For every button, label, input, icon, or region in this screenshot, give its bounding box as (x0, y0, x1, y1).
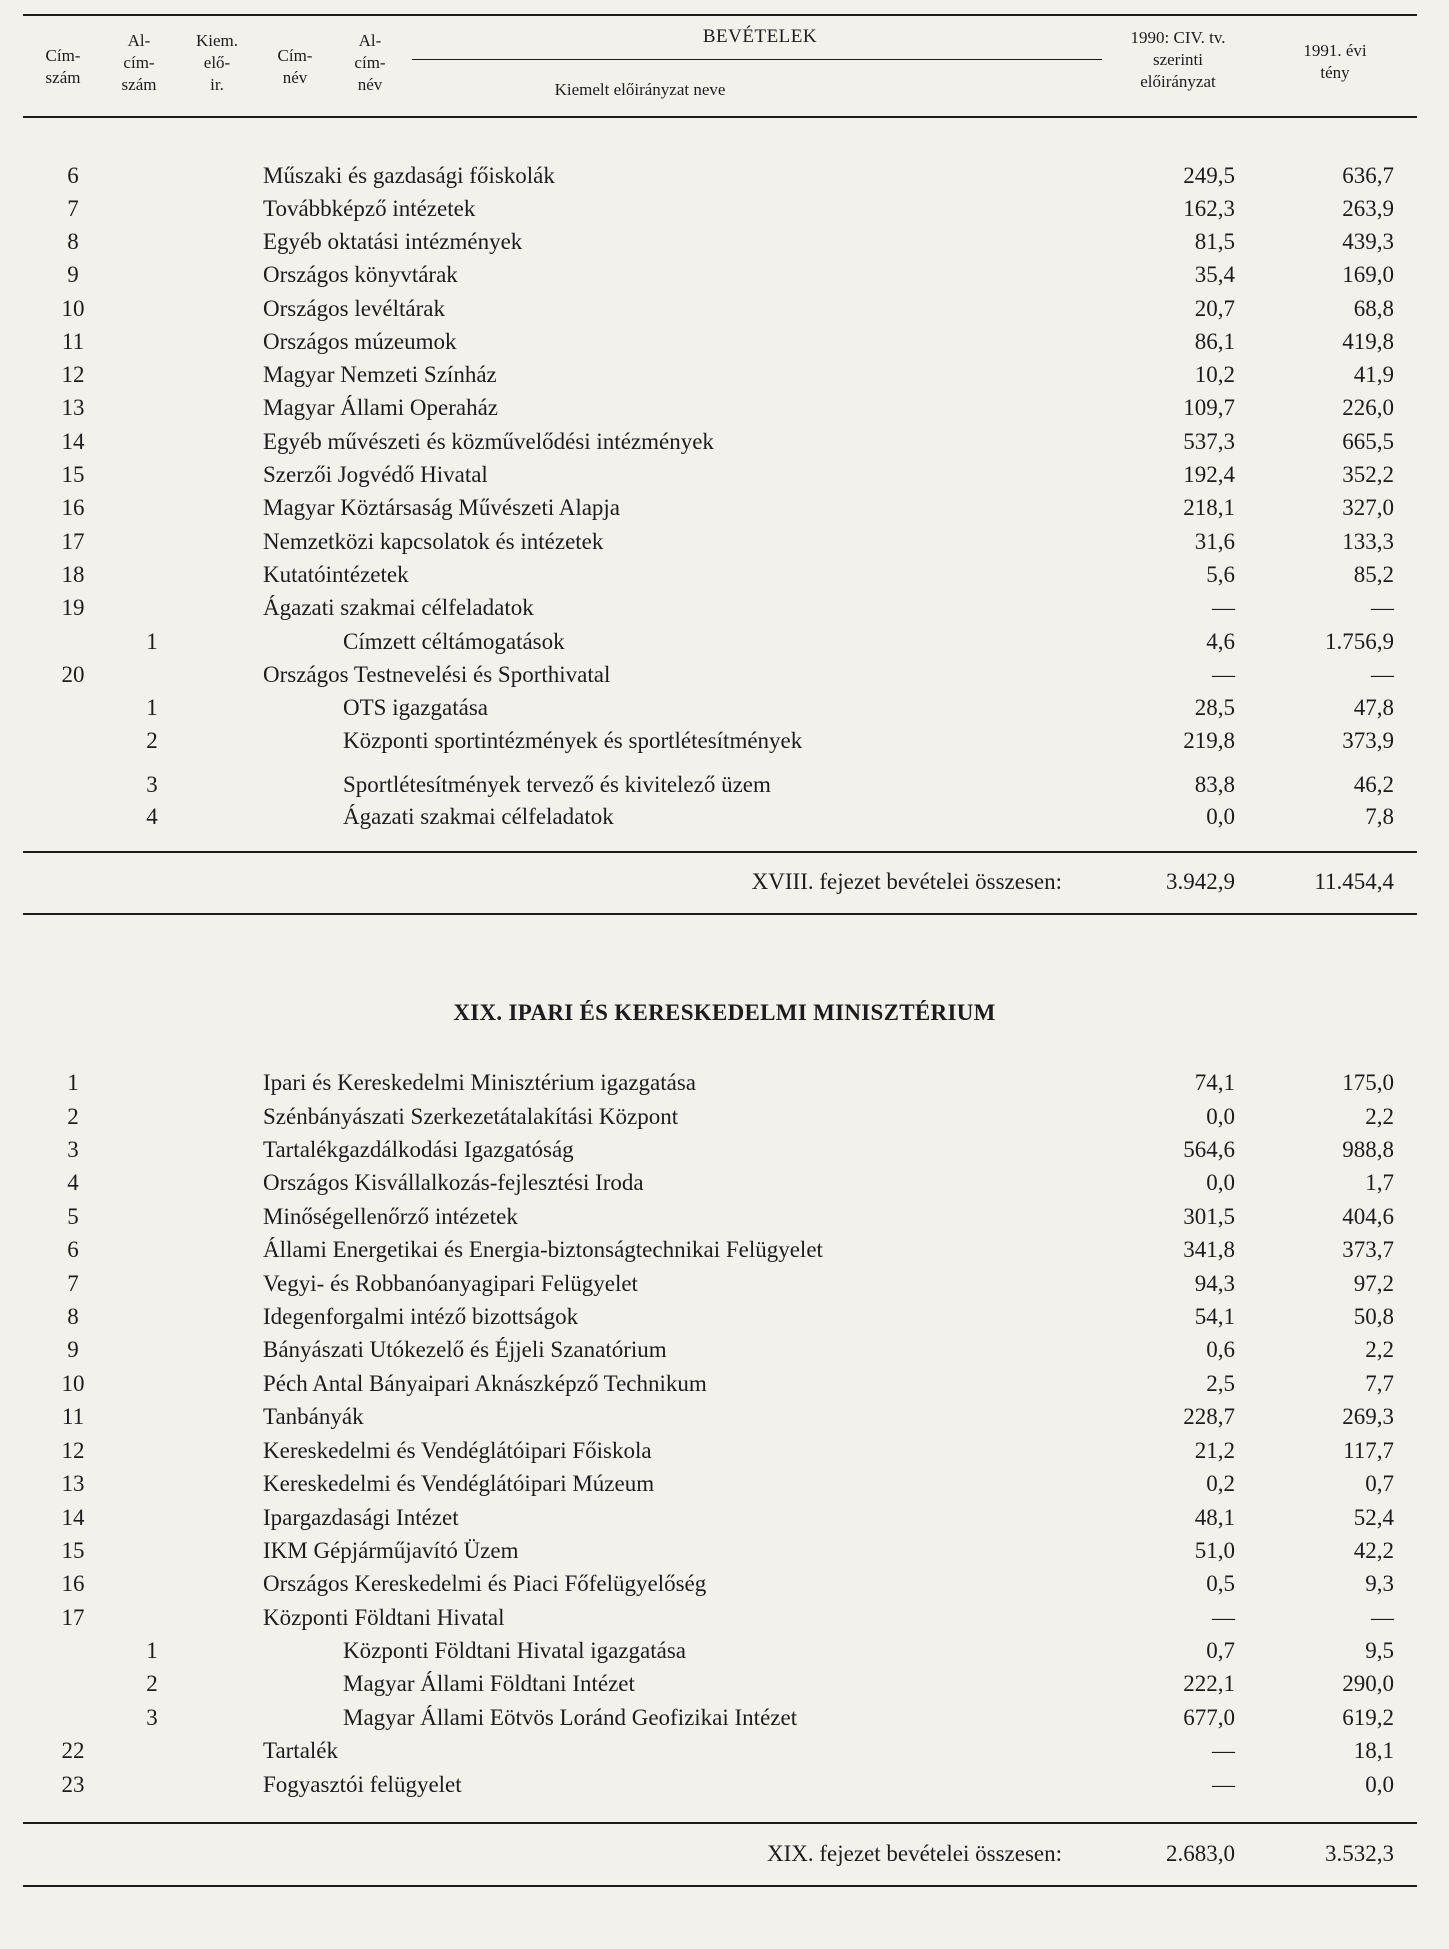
item-name: OTS igazgatása (343, 695, 488, 720)
item-name: Címzett céltámogatások (343, 629, 565, 654)
table-row (0, 591, 1449, 624)
section2-total-1991: 3.532,3 (1325, 1841, 1394, 1866)
item-name: Vegyi- és Robbanóanyagipari Felügyelet (263, 1271, 638, 1296)
value-1991: 46,2 (1353, 772, 1394, 797)
item-name: Központi Földtani Hivatal igazgatása (343, 1638, 686, 1663)
table-row (0, 1601, 1449, 1634)
section1-total-label: XVIII. fejezet bevételei összesen: (751, 869, 1062, 894)
item-name: Kereskedelmi és Vendéglátóipari Múzeum (263, 1471, 655, 1496)
value-1991: — (1371, 1605, 1394, 1630)
table-row (0, 458, 1449, 491)
cim-number: 3 (67, 1137, 79, 1162)
value-1990: 35,4 (1194, 262, 1235, 287)
alcim-number: 1 (146, 695, 158, 720)
item-name: Nemzetközi kapcsolatok és intézetek (263, 529, 604, 554)
value-1991: 85,2 (1353, 562, 1394, 587)
value-1990: 5,6 (1206, 562, 1235, 587)
table-row (0, 800, 1449, 833)
cim-number: 14 (61, 1505, 85, 1530)
value-1991: 169,0 (1342, 262, 1394, 287)
value-1990: 219,8 (1183, 728, 1235, 753)
cim-number: 10 (61, 296, 85, 321)
alcim-number: 1 (146, 629, 158, 654)
item-name: Országos könyvtárak (263, 262, 458, 287)
value-1991: 419,8 (1342, 329, 1394, 354)
section1-total-top-rule (23, 851, 1417, 853)
value-1990: 0,5 (1206, 1571, 1235, 1596)
item-name: Péch Antal Bányaipari Aknászképző Technikum (263, 1371, 707, 1396)
value-1990: 218,1 (1183, 495, 1235, 520)
cim-number: 15 (61, 1538, 85, 1563)
section1-total-bottom-rule (23, 913, 1417, 915)
item-name: Bányászati Utókezelő és Éjjeli Szanatórium (263, 1337, 667, 1362)
value-1990: 0,6 (1206, 1337, 1235, 1362)
value-1991: 9,5 (1365, 1638, 1394, 1663)
value-1991: 68,8 (1353, 296, 1394, 321)
value-1991: 1.756,9 (1325, 629, 1394, 654)
item-name: Ágazati szakmai célfeladatok (343, 804, 614, 829)
value-1990: 10,2 (1194, 362, 1235, 387)
header-kiemelt-nev: Kiemelt előirányzat neve (554, 80, 726, 99)
item-name: Tanbányák (263, 1404, 364, 1429)
table-row (0, 1133, 1449, 1166)
cim-number: 6 (67, 163, 79, 188)
value-1991: 117,7 (1343, 1438, 1394, 1463)
table-row (0, 1534, 1449, 1567)
table-row (0, 1400, 1449, 1433)
table-row (0, 1667, 1449, 1700)
value-1990: 0,0 (1206, 804, 1235, 829)
alcim-number: 2 (146, 728, 158, 753)
item-name: Országos Kisvállalkozás-fejlesztési Iroda (263, 1170, 644, 1195)
value-1990: 31,6 (1194, 529, 1235, 554)
value-1991: 50,8 (1353, 1304, 1394, 1329)
item-name: Országos Testnevelési és Sporthivatal (263, 662, 611, 687)
cim-number: 7 (67, 196, 79, 221)
value-1991: — (1371, 662, 1394, 687)
item-name: Kereskedelmi és Vendéglátóipari Főiskola (263, 1438, 652, 1463)
value-1990: 301,5 (1183, 1204, 1235, 1229)
table-row (0, 1367, 1449, 1400)
cim-number: 9 (67, 1337, 79, 1362)
header-1990: 1990: CIV. tv. szerinti előirányzat (1130, 28, 1226, 91)
cim-number: 4 (67, 1170, 79, 1195)
value-1990: 94,3 (1194, 1271, 1235, 1296)
header-cim-nev: Cím- név (277, 46, 313, 87)
header-al-cim-nev: Al- cím- név (354, 31, 386, 94)
table-row (0, 558, 1449, 591)
section2-total-label: XIX. fejezet bevételei összesen: (766, 1841, 1062, 1866)
table-row (0, 1467, 1449, 1500)
cim-number: 23 (61, 1772, 85, 1797)
cim-number: 16 (61, 1571, 85, 1596)
value-1990: 162,3 (1183, 196, 1235, 221)
alcim-number: 4 (146, 804, 158, 829)
value-1990: — (1212, 595, 1235, 620)
value-1991: 269,3 (1342, 1404, 1394, 1429)
cim-number: 18 (61, 562, 85, 587)
value-1990: 341,8 (1183, 1237, 1235, 1262)
header-cim-szam: Cím- szám (45, 46, 81, 87)
value-1990: 192,4 (1183, 462, 1235, 487)
item-name: Tartalék (263, 1738, 339, 1763)
table-row (0, 1200, 1449, 1233)
header-top-rule (23, 14, 1417, 16)
item-name: Országos levéltárak (263, 296, 446, 321)
item-name: Ipargazdasági Intézet (263, 1505, 459, 1530)
section2-total-top-rule (23, 1822, 1417, 1824)
value-1991: 327,0 (1342, 495, 1394, 520)
table-row (0, 525, 1449, 558)
alcim-number: 2 (146, 1671, 158, 1696)
cim-number: 15 (61, 462, 85, 487)
table-row (0, 391, 1449, 424)
cim-number: 1 (67, 1070, 79, 1095)
value-1990: 0,7 (1206, 1638, 1235, 1663)
item-name: Egyéb művészeti és közművelődési intézmények (263, 429, 714, 454)
table-row (0, 1701, 1449, 1734)
value-1991: 636,7 (1342, 163, 1394, 188)
header-sub-rule (412, 59, 1102, 60)
item-name: Tartalékgazdálkodási Igazgatóság (263, 1137, 574, 1162)
header-1991: 1991. évi tény (1303, 41, 1367, 82)
item-name: Központi Földtani Hivatal (263, 1605, 505, 1630)
table-row (0, 192, 1449, 225)
cim-number: 19 (61, 595, 85, 620)
value-1990: — (1212, 1738, 1235, 1763)
table-row (0, 658, 1449, 691)
item-name: Magyar Állami Eötvös Loránd Geofizikai Intézet (343, 1705, 798, 1730)
value-1990: 20,7 (1194, 296, 1235, 321)
value-1990: 4,6 (1206, 629, 1235, 654)
item-name: IKM Gépjárműjavító Üzem (263, 1538, 519, 1563)
table-row (0, 491, 1449, 524)
value-1990: 83,8 (1194, 772, 1235, 797)
value-1991: 0,7 (1365, 1471, 1394, 1496)
cim-number: 11 (61, 1404, 85, 1429)
cim-number: 5 (67, 1204, 79, 1229)
value-1990: 677,0 (1183, 1705, 1235, 1730)
cim-number: 9 (67, 262, 79, 287)
table-row (0, 625, 1449, 658)
alcim-number: 1 (146, 1638, 158, 1663)
value-1990: — (1212, 662, 1235, 687)
value-1990: — (1212, 1772, 1235, 1797)
header-al-cim-szam: Al- cím- szám (121, 31, 157, 94)
table-row (0, 258, 1449, 291)
value-1991: 404,6 (1342, 1204, 1394, 1229)
table-row (0, 1768, 1449, 1801)
item-name: Ipari és Kereskedelmi Minisztérium igazgatása (263, 1070, 697, 1095)
table-row (0, 768, 1449, 801)
value-1990: — (1212, 1605, 1235, 1630)
table-row (0, 1501, 1449, 1534)
value-1991: 175,0 (1342, 1070, 1394, 1095)
value-1990: 0,0 (1206, 1104, 1235, 1129)
header-bevetelek: BEVÉTELEK (702, 26, 818, 47)
cim-number: 8 (67, 1304, 79, 1329)
value-1991: 7,8 (1365, 804, 1394, 829)
item-name: Szerzői Jogvédő Hivatal (263, 462, 488, 487)
section2-total-row (0, 1836, 1449, 1872)
item-name: Magyar Állami Operaház (263, 395, 499, 420)
item-name: Magyar Köztársaság Művészeti Alapja (263, 495, 621, 520)
cim-number: 17 (61, 1605, 85, 1630)
value-1991: 47,8 (1353, 695, 1394, 720)
cim-number: 7 (67, 1271, 79, 1296)
item-name: Idegenforgalmi intéző bizottságok (263, 1304, 579, 1329)
value-1991: 0,0 (1365, 1772, 1394, 1797)
table-row (0, 1267, 1449, 1300)
cim-number: 2 (67, 1104, 79, 1129)
value-1990: 81,5 (1194, 229, 1235, 254)
item-name: Műszaki és gazdasági főiskolák (263, 163, 555, 188)
value-1990: 109,7 (1183, 395, 1235, 420)
header-bottom-rule (23, 116, 1417, 118)
value-1991: 52,4 (1353, 1505, 1394, 1530)
section2-total-bottom-rule (23, 1885, 1417, 1887)
item-name: Továbbképző intézetek (263, 196, 476, 221)
value-1991: 263,9 (1342, 196, 1394, 221)
value-1991: 97,2 (1353, 1271, 1394, 1296)
table-row (0, 1333, 1449, 1366)
table-row (0, 1100, 1449, 1133)
cim-number: 22 (61, 1738, 85, 1763)
value-1990: 0,2 (1206, 1471, 1235, 1496)
value-1991: 226,0 (1342, 395, 1394, 420)
table-row (0, 358, 1449, 391)
table-row (0, 1233, 1449, 1266)
value-1991: 373,9 (1342, 728, 1394, 753)
table-row (0, 1066, 1449, 1099)
table-row (0, 325, 1449, 358)
item-name: Sportlétesítmények tervező és kivitelező üzem (343, 772, 771, 797)
value-1990: 54,1 (1194, 1304, 1235, 1329)
item-name: Magyar Állami Földtani Intézet (343, 1671, 635, 1696)
value-1990: 249,5 (1183, 163, 1235, 188)
item-name: Országos múzeumok (263, 329, 457, 354)
value-1991: 619,2 (1342, 1705, 1394, 1730)
section1-total-1991: 11.454,4 (1314, 869, 1394, 894)
alcim-number: 3 (146, 772, 158, 797)
value-1990: 0,0 (1206, 1170, 1235, 1195)
table-row (0, 292, 1449, 325)
cim-number: 13 (61, 1471, 85, 1496)
value-1991: 988,8 (1342, 1137, 1394, 1162)
value-1990: 21,2 (1194, 1438, 1235, 1463)
value-1991: 352,2 (1342, 462, 1394, 487)
value-1991: 2,2 (1365, 1104, 1394, 1129)
item-name: Állami Energetikai és Energia-biztonságtechnikai Felügyelet (263, 1237, 823, 1262)
item-name: Magyar Nemzeti Színház (263, 362, 497, 387)
value-1990: 537,3 (1183, 429, 1235, 454)
table-row (0, 1734, 1449, 1767)
section2-total-1990: 2.683,0 (1166, 1841, 1235, 1866)
value-1991: 133,3 (1342, 529, 1394, 554)
table-row (0, 425, 1449, 458)
alcim-number: 3 (146, 1705, 158, 1730)
cim-number: 20 (61, 662, 85, 687)
table-row (0, 1300, 1449, 1333)
value-1990: 564,6 (1183, 1137, 1235, 1162)
cim-number: 17 (61, 529, 85, 554)
table-row (0, 159, 1449, 192)
table-row (0, 225, 1449, 258)
cim-number: 12 (61, 362, 85, 387)
item-name: Szénbányászati Szerkezetátalakítási Központ (263, 1104, 679, 1129)
table-row (0, 1434, 1449, 1467)
value-1990: 28,5 (1194, 695, 1235, 720)
value-1991: 42,2 (1353, 1538, 1394, 1563)
item-name: Egyéb oktatási intézmények (263, 229, 523, 254)
section2-title: XIX. IPARI ÉS KERESKEDELMI MINISZTÉRIUM (453, 1000, 996, 1025)
value-1990: 51,0 (1194, 1538, 1235, 1563)
value-1991: 41,9 (1353, 362, 1394, 387)
item-name: Országos Kereskedelmi és Piaci Főfelügyelőség (263, 1571, 707, 1596)
value-1991: 9,3 (1365, 1571, 1394, 1596)
value-1991: 2,2 (1365, 1337, 1394, 1362)
cim-number: 6 (67, 1237, 79, 1262)
table-row (0, 1166, 1449, 1199)
value-1991: 1,7 (1365, 1170, 1394, 1195)
header-kiem-eloir: Kiem. elő- ir. (195, 31, 239, 94)
table-row (0, 1634, 1449, 1667)
cim-number: 12 (61, 1438, 85, 1463)
value-1991: 373,7 (1342, 1237, 1394, 1262)
table-row (0, 724, 1449, 757)
value-1991: 18,1 (1353, 1738, 1394, 1763)
value-1991: — (1371, 595, 1394, 620)
section1-total-row (0, 864, 1449, 900)
item-name: Kutatóintézetek (263, 562, 409, 587)
cim-number: 10 (61, 1371, 85, 1396)
value-1991: 7,7 (1365, 1371, 1394, 1396)
value-1990: 228,7 (1183, 1404, 1235, 1429)
cim-number: 13 (61, 395, 85, 420)
table-row (0, 1567, 1449, 1600)
value-1990: 222,1 (1183, 1671, 1235, 1696)
item-name: Fogyasztói felügyelet (263, 1772, 462, 1797)
value-1990: 2,5 (1206, 1371, 1235, 1396)
item-name: Ágazati szakmai célfeladatok (263, 595, 534, 620)
item-name: Központi sportintézmények és sportlétesítmények (343, 728, 803, 753)
value-1990: 48,1 (1194, 1505, 1235, 1530)
cim-number: 11 (61, 329, 85, 354)
table-row (0, 691, 1449, 724)
value-1990: 86,1 (1194, 329, 1235, 354)
cim-number: 14 (61, 429, 85, 454)
value-1991: 665,5 (1342, 429, 1394, 454)
cim-number: 8 (67, 229, 79, 254)
item-name: Minőségellenőrző intézetek (263, 1204, 518, 1229)
cim-number: 16 (61, 495, 85, 520)
section1-total-1990: 3.942,9 (1166, 869, 1235, 894)
value-1991: 439,3 (1342, 229, 1394, 254)
value-1991: 290,0 (1342, 1671, 1394, 1696)
value-1990: 74,1 (1194, 1070, 1235, 1095)
